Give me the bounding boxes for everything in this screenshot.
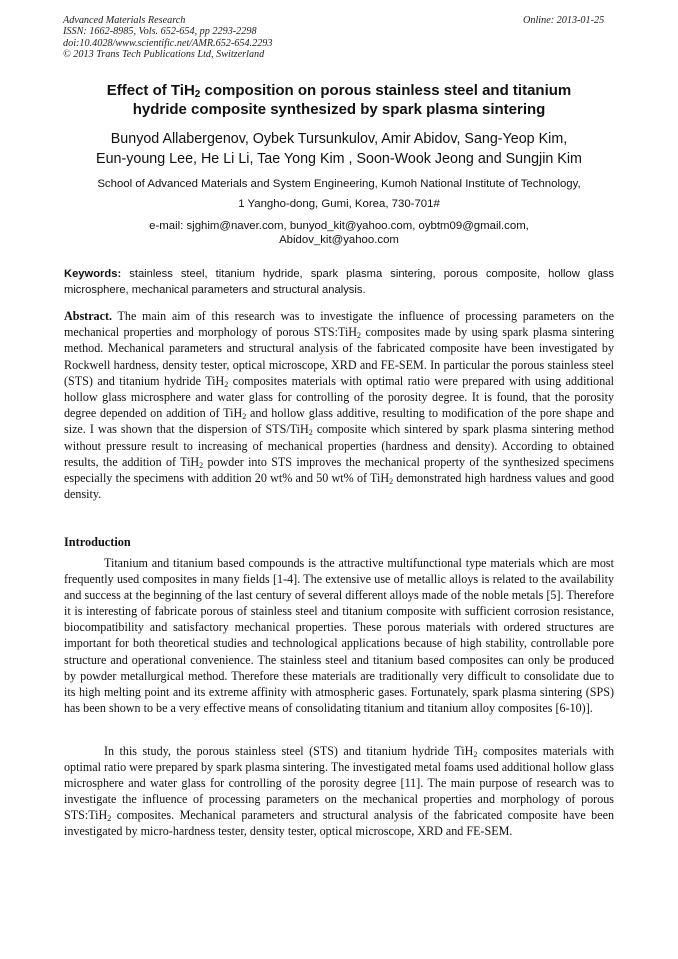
- subscript: 2: [389, 477, 394, 487]
- paragraph-text: In this study, the porous stainless steel (STS) and titanium hydride TiH: [104, 744, 474, 758]
- subscript: 2: [308, 428, 313, 438]
- keywords-label: Keywords:: [64, 268, 122, 280]
- doi-line[interactable]: doi:10.4028/www.scientific.net/AMR.652-654.2293: [63, 37, 273, 49]
- online-date: Online: 2013-01-25: [523, 15, 605, 26]
- title-subscript: 2: [194, 89, 201, 100]
- introduction-paragraph-1: Titanium and titanium based compounds is the attractive multifunctional type materials which are most frequently used composites in many fields [1-4]. The extensive use of metallic alloys is related to the availability and success at the beginning of the last century of several different alloys made of the noble metals [5]. Therefore it is interesting of fabricate porous of stainless steel and titanium composite with sufficient corrosion resistance, biocompatibility and satisfactory mechanical properties. These porous materials with ordered structures are important for both theoretical studies and technological applications because of high stability, controllable pore structure and operational convenience. The stainless steel and titanium based composites can only be produced by powder metallurgical method. Therefore these materials are traditionally very difficult to consolidate due to its high melting point and its extreme affinity with atmospheric gases. Fortunately, spark plasma sintering (SPS) has been shown to be a very effective means of consolidating titanium and titanium alloy composites [6-10)].: [64, 556, 614, 715]
- subscript: 2: [357, 331, 362, 341]
- subscript: 2: [224, 379, 229, 389]
- authors-line-2: Eun-young Lee, He Li Li, Tae Yong Kim , Soon-Wook Jeong and Sungjin Kim: [96, 150, 582, 167]
- subscript: 2: [473, 750, 478, 759]
- keywords-block: [64, 266, 614, 298]
- email-block: [70, 219, 608, 247]
- affiliation-line-2: 1 Yangho-dong, Gumi, Korea, 730-701#: [238, 198, 440, 210]
- affiliation-line-1: School of Advanced Materials and System Engineering, Kumoh National Institute of Technology,: [97, 178, 581, 190]
- paragraph-text: composites materials with optimal ratio were prepared by spark plasma sintering. The investigated metal foams used additional hollow glass microsphere and water glass for controlling of the porosity degree [11]. The main purpose of research was to investigate the influence of processing parameters on the mechanical properties and morphology of porous STS:TiH: [64, 744, 614, 823]
- title-line-2: hydride composite synthesized by spark plasma sintering: [132, 101, 546, 118]
- paragraph-text: composites. Mechanical parameters and structural analysis of the fabricated composite have been investigated by micro-hardness tester, density tester, optical microscope, XRD and FE-SEM.: [64, 808, 614, 839]
- abstract-text: composite which sintered by spark plasma sintering method without pressure result to increasing of mechanical properties (hardness and density). According to obtained results, the addition of TiH: [64, 422, 614, 469]
- subscript: 2: [107, 814, 112, 824]
- abstract-block: [64, 308, 614, 502]
- email-line-1[interactable]: e-mail: sjghim@naver.com, bunyod_kit@yahoo.com, oybtm09@gmail.com,: [149, 220, 529, 232]
- abstract-label: Abstract.: [64, 309, 113, 323]
- author-list: [56, 130, 622, 169]
- title-line-1: [60, 81, 618, 100]
- title-text: composition on porous stainless steel and titanium: [200, 82, 572, 99]
- issn-line: ISSN: 1662-8985, Vols. 652-654, pp 2293-2298: [63, 26, 257, 38]
- abstract-text: The main aim of this research was to investigate the influence of processing parameters on the mechanical properties and morphology of porous STS:TiH: [64, 309, 614, 340]
- email-line-2[interactable]: Abidov_kit@yahoo.com: [279, 234, 399, 246]
- abstract-text: and hollow glass additive, resulting to modification of the pore shape and size. I was shown that the dispersion of STS/TiH: [64, 406, 614, 437]
- title-text: Effect of TiH: [106, 82, 195, 99]
- subscript: 2: [242, 412, 247, 422]
- abstract-text: demonstrated high hardness values and good density.: [64, 471, 614, 502]
- abstract-text: composites made by using spark plasma sintering method. Mechanical parameters and structural analysis of the fabricated composite have been investigated by Rockwell hardness, density tester, optical microscope, XRD and FE-SEM. In particular the porous stainless steel (STS) and titanium hydride TiH: [64, 325, 614, 388]
- paper-title: [60, 81, 618, 119]
- abstract-text: composites materials with optimal ratio were prepared with using additional hollow glass microsphere and water glass for controlling of the porosity degree. It is found, that the porosity degree depended on addition of TiH: [64, 373, 615, 421]
- abstract-text: powder into STS improves the mechanical property of the synthesized specimens especially the specimens with addition 20 wt% and 50 wt% of TiH: [64, 454, 614, 486]
- journal-name: Advanced Materials Research: [63, 15, 186, 26]
- subscript: 2: [199, 460, 204, 470]
- authors-line-1: Bunyod Allabergenov, Oybek Tursunkulov, Amir Abidov, Sang-Yeop Kim,: [110, 131, 568, 147]
- journal-header: [63, 15, 272, 61]
- copyright-line: © 2013 Trans Tech Publications Ltd, Switzerland: [63, 49, 265, 61]
- introduction-heading: Introduction: [64, 535, 131, 549]
- introduction-paragraph-2: [64, 743, 614, 840]
- keywords-text: stainless steel, titanium hydride, spark plasma sintering, porous composite, hollow glass microsphere, mechanical parameters and structural analysis.: [64, 268, 614, 296]
